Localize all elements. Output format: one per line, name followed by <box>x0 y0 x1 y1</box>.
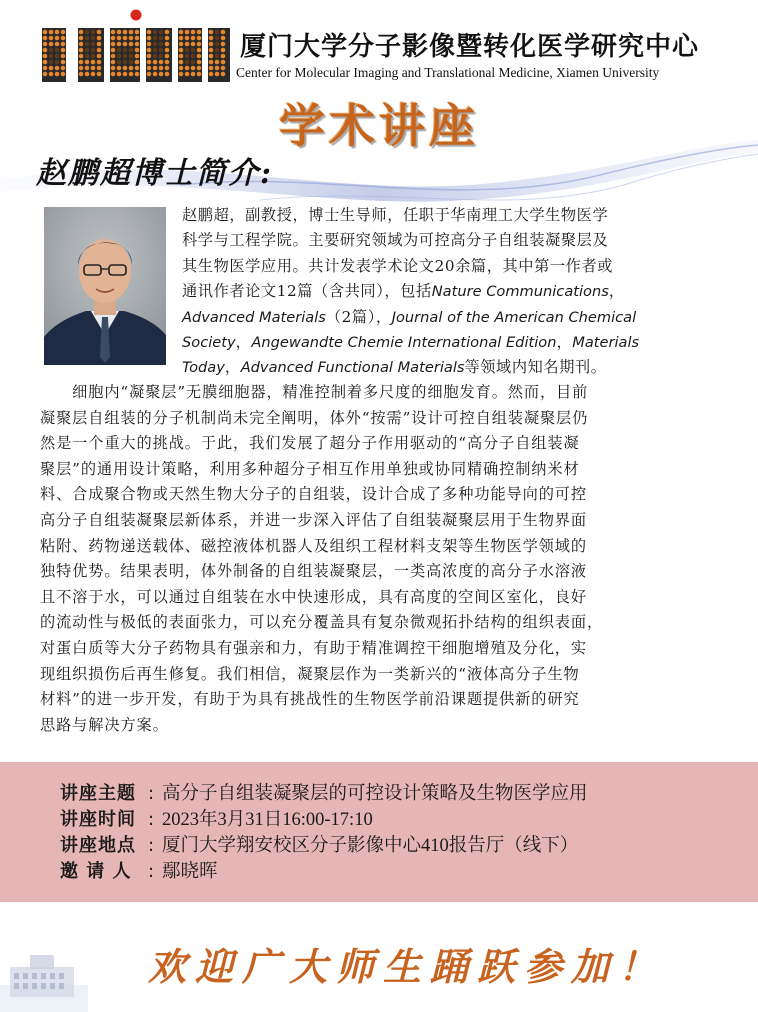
center-name-en: Center for Molecular Imaging and Translational Medicine, Xiamen University <box>236 65 660 80</box>
journal-name: Materials <box>572 334 640 352</box>
campus-building-image <box>0 945 88 1012</box>
bio-line <box>182 228 717 253</box>
abstract-line: 且不溶于水，可以通过自组装在水中快速形成，具有高度的空间区室化，良好 <box>40 587 587 606</box>
abstract-line: 凝聚层自组装的分子机制尚未完全阐明，体外“按需”设计可控自组装凝聚层仍 <box>40 408 589 427</box>
time-value: 2023年3月31日16:00-17:10 <box>162 810 373 830</box>
abstract-line: 现组织损伤后再生修复。我们相信，凝聚层作为一类新兴的“液体高分子生物 <box>40 664 580 683</box>
bio-line <box>182 279 717 304</box>
location-label: 讲座地点 <box>60 835 136 856</box>
colon: : <box>148 861 155 882</box>
abstract-line: 材料”的进一步开发，有助于为具有挑战性的生物医学前沿课题提供新的研究 <box>40 690 580 709</box>
bio-text: 等领域内知名期刊。 <box>464 358 607 377</box>
host-value: 鄢晓晖 <box>162 862 218 882</box>
center-logo <box>36 8 236 84</box>
abstract-line: 的流动性与极低的表面张力，可以充分覆盖具有复杂微观拓扑结构的组织表面， <box>40 613 604 632</box>
bio-paragraph <box>182 203 717 381</box>
bio-text: ， <box>235 333 252 352</box>
journal-name: Today <box>182 359 225 377</box>
location-row <box>60 834 578 858</box>
bio-heading: 赵鹏超博士简介: <box>36 156 274 191</box>
journal-name: Society <box>182 334 236 352</box>
bio-text: 其生物医学应用。共计发表学术论文20余篇，其中第一作者或 <box>182 256 614 275</box>
abstract-line: 高分子自组装凝聚层新体系，并进一步深入评估了自组装凝聚层用于生物界面 <box>40 510 587 529</box>
journal-name: Angewandte Chemie International Edition <box>251 334 557 352</box>
host-label: 邀 请 人 <box>60 861 132 882</box>
bio-text: 赵鹏超，副教授，博士生导师，任职于华南理工大学生物医学 <box>182 206 609 224</box>
location-value: 厦门大学翔安校区分子影像中心410报告厅（线下） <box>162 836 579 856</box>
welcome-message: 欢迎广大师生踊跃参加！ <box>148 944 666 989</box>
center-name-cn: 厦门大学分子影像暨转化医学研究中心 <box>240 32 700 62</box>
bio-line <box>182 355 717 380</box>
abstract-line: 独特优势。结果表明，体外制备的自组装凝聚层，一类高浓度的高分子水溶液 <box>40 562 587 581</box>
colon: : <box>148 809 155 830</box>
colon: : <box>148 783 155 804</box>
speaker-photo <box>44 207 166 365</box>
abstract-paragraph <box>40 380 720 738</box>
journal-name: Advanced Materials <box>182 308 326 326</box>
bio-text: 通讯作者论文12篇（含共同），包括 <box>182 282 432 301</box>
abstract-line: 然是一个重大的挑战。于此，我们发展了超分子作用驱动的“高分子自组装凝 <box>40 434 580 453</box>
abstract-line: 聚层”的通用设计策略，利用多种超分子相互作用单独或协同精确控制纳米材 <box>40 459 580 478</box>
bio-text: ， <box>608 282 625 301</box>
bio-text: 科学与工程学院。主要研究领域为可控高分子自组装凝聚层及 <box>182 231 609 250</box>
bio-text: ， <box>556 333 573 352</box>
bio-text: ， <box>224 358 241 377</box>
time-row <box>60 808 373 832</box>
topic-label: 讲座主题 <box>60 783 136 804</box>
journal-name: Journal of the American Chemical <box>391 308 637 326</box>
time-label: 讲座时间 <box>60 809 136 830</box>
journal-name: Advanced Functional Materials <box>240 359 465 377</box>
colon: : <box>148 835 155 856</box>
bio-line <box>182 305 717 330</box>
abstract-line: 料、合成聚合物或天然生物大分子的自组装，设计合成了多种功能导向的可控 <box>40 485 587 504</box>
abstract-line: 对蛋白质等大分子药物具有强亲和力，有助于精准调控干细胞增殖及分化，实 <box>40 638 587 657</box>
host-row <box>60 860 218 884</box>
abstract-line: 思路与解决方案。 <box>40 715 169 734</box>
bio-line <box>182 203 717 228</box>
abstract-line: 粘附、药物递送载体、磁控液体机器人及组织工程材料支架等生物医学领域的 <box>40 536 587 555</box>
bio-text: （2篇）， <box>325 307 392 326</box>
topic-row <box>60 782 588 806</box>
abstract-line: 细胞内“凝聚层”无膜细胞器，精准控制着多尺度的细胞发育。然而，目前 <box>40 383 589 401</box>
lecture-title: 学术讲座 <box>279 99 479 153</box>
bio-line <box>182 330 717 355</box>
bio-line <box>182 254 717 279</box>
lecture-info-band <box>0 762 758 902</box>
journal-name: Nature Communications <box>431 283 609 301</box>
topic-value: 高分子自组装凝聚层的可控设计策略及生物医学应用 <box>162 784 588 804</box>
